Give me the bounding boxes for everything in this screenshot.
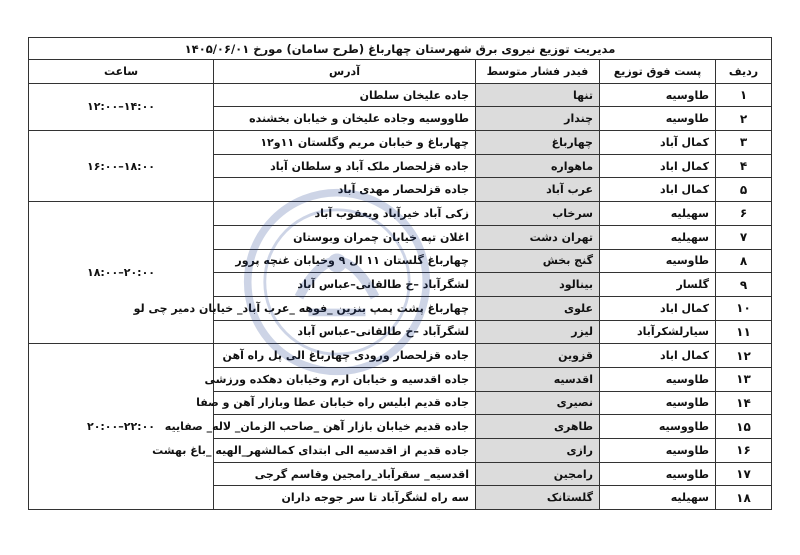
table-row [29, 83, 772, 107]
feeder-cell: بینالود [476, 273, 600, 297]
substation-cell: کمال اباد [600, 296, 716, 320]
address-cell: چهارباغ پشت پمپ بنزین _فوهه _عرب آباد_ خیابان دمیر چی لو [214, 296, 476, 320]
address-cell: جاده قدیم از اقدسیه الی ابتدای کمالشهر_الهیه _باغ بهشت [214, 439, 476, 463]
substation-cell: طاووسیه [600, 415, 716, 439]
feeder-cell: رامجین [476, 462, 600, 486]
time-slot-cell: ۱۶:۰۰–۱۸:۰۰ [29, 131, 214, 202]
title-row [29, 38, 772, 60]
row-number: ۷ [716, 225, 772, 249]
address-cell: سه راه لشگرآباد تا سر جوجه داران [214, 486, 476, 510]
schedule-sheet [28, 37, 771, 510]
table-title: مدیریت توزیع نیروی برق شهرستان چهارباغ (طرح سامان) مورخ ۱۴۰۵/۰۶/۰۱ [29, 38, 772, 60]
row-number: ۱۶ [716, 439, 772, 463]
feeder-cell: چهارباغ [476, 131, 600, 155]
row-number: ۸ [716, 249, 772, 273]
feeder-cell: قزوین [476, 344, 600, 368]
address-cell: جاده علیخان سلطان [214, 83, 476, 107]
time-slot-cell: ۱۸:۰۰–۲۰:۰۰ [29, 202, 214, 344]
row-number: ۱۴ [716, 391, 772, 415]
substation-cell: کمال اباد [600, 178, 716, 202]
header-time: ساعت [29, 60, 214, 84]
row-number: ۱۳ [716, 367, 772, 391]
substation-cell: کمال اباد [600, 344, 716, 368]
address-cell: لشگرآباد –خ طالقانی–عباس آباد [214, 320, 476, 344]
time-slot-cell: ۲۰:۰۰–۲۲:۰۰ [29, 344, 214, 510]
feeder-cell: نصیری [476, 391, 600, 415]
header-address: آدرس [214, 60, 476, 84]
address-cell: اقدسیه_ سقرآباد_رامجین وقاسم گرجی [214, 462, 476, 486]
substation-cell: سیارلشکرآباد [600, 320, 716, 344]
address-cell: لشگرآباد –خ طالقانی–عباس آباد [214, 273, 476, 297]
substation-cell: طاوسیه [600, 439, 716, 463]
substation-cell: سهیلیه [600, 486, 716, 510]
outage-schedule-table [28, 37, 772, 510]
address-cell: چهارباغ و خیابان مریم وگلستان ۱۱و۱۲ [214, 131, 476, 155]
address-cell: جاده قزلحصار ملک آباد و سلطان آباد [214, 154, 476, 178]
feeder-cell: اقدسیه [476, 367, 600, 391]
row-number: ۱۰ [716, 296, 772, 320]
time-slot-cell: ۱۲:۰۰–۱۴:۰۰ [29, 83, 214, 130]
row-number: ۱ [716, 83, 772, 107]
feeder-cell: گلستانک [476, 486, 600, 510]
substation-cell: طاوسیه [600, 107, 716, 131]
feeder-cell: گنج بخش [476, 249, 600, 273]
header-substation: پست فوق توزیع [600, 60, 716, 84]
table-row [29, 344, 772, 368]
address-cell: جاده قدیم خیابان بازار آهن _صاحب الزمان_ لاله_ صفاییه [214, 415, 476, 439]
substation-cell: سهیلیه [600, 225, 716, 249]
header-feeder: فیدر فشار متوسط [476, 60, 600, 84]
substation-cell: کمال آباد [600, 131, 716, 155]
address-cell: اغلان تپه خیابان چمران وبوستان [214, 225, 476, 249]
row-number: ۹ [716, 273, 772, 297]
substation-cell: طاوسیه [600, 391, 716, 415]
feeder-cell: طاهری [476, 415, 600, 439]
feeder-cell: سرخاب [476, 202, 600, 226]
row-number: ۲ [716, 107, 772, 131]
feeder-cell: عرب آباد [476, 178, 600, 202]
feeder-cell: لیزر [476, 320, 600, 344]
address-cell: جاده اقدسیه و خیابان ارم وخیابان دهکده ورزشی [214, 367, 476, 391]
substation-cell: طاوسیه [600, 462, 716, 486]
substation-cell: سهیلیه [600, 202, 716, 226]
feeder-cell: ماهواره [476, 154, 600, 178]
address-cell: طاووسیه وجاده علیخان و خیابان بخشنده [214, 107, 476, 131]
address-cell: جاده قدیم ابلیس راه خیابان عطا وبازار آهن و صفا [214, 391, 476, 415]
feeder-cell: چندار [476, 107, 600, 131]
feeder-cell: تنها [476, 83, 600, 107]
feeder-cell: علوی [476, 296, 600, 320]
address-cell: جاده قزلحصار ورودی چهارباغ الی پل راه آهن [214, 344, 476, 368]
row-number: ۱۷ [716, 462, 772, 486]
header-row-number: ردیف [716, 60, 772, 84]
row-number: ۱۵ [716, 415, 772, 439]
row-number: ۴ [716, 154, 772, 178]
feeder-cell: رازی [476, 439, 600, 463]
substation-cell: گلسار [600, 273, 716, 297]
header-row [29, 60, 772, 84]
row-number: ۱۸ [716, 486, 772, 510]
row-number: ۱۲ [716, 344, 772, 368]
substation-cell: طاوسیه [600, 249, 716, 273]
address-cell: زکی آباد خیرآباد ویعقوب آباد [214, 202, 476, 226]
address-cell: چهارباغ گلستان ۱۱ ال ۹ وخیابان غنچه پرور [214, 249, 476, 273]
feeder-cell: تهران دشت [476, 225, 600, 249]
substation-cell: طاوسیه [600, 367, 716, 391]
table-row [29, 202, 772, 226]
row-number: ۶ [716, 202, 772, 226]
row-number: ۵ [716, 178, 772, 202]
address-cell: جاده قزلحصار مهدی آباد [214, 178, 476, 202]
row-number: ۱۱ [716, 320, 772, 344]
row-number: ۳ [716, 131, 772, 155]
table-row [29, 131, 772, 155]
substation-cell: کمال اباد [600, 154, 716, 178]
substation-cell: طاوسیه [600, 83, 716, 107]
